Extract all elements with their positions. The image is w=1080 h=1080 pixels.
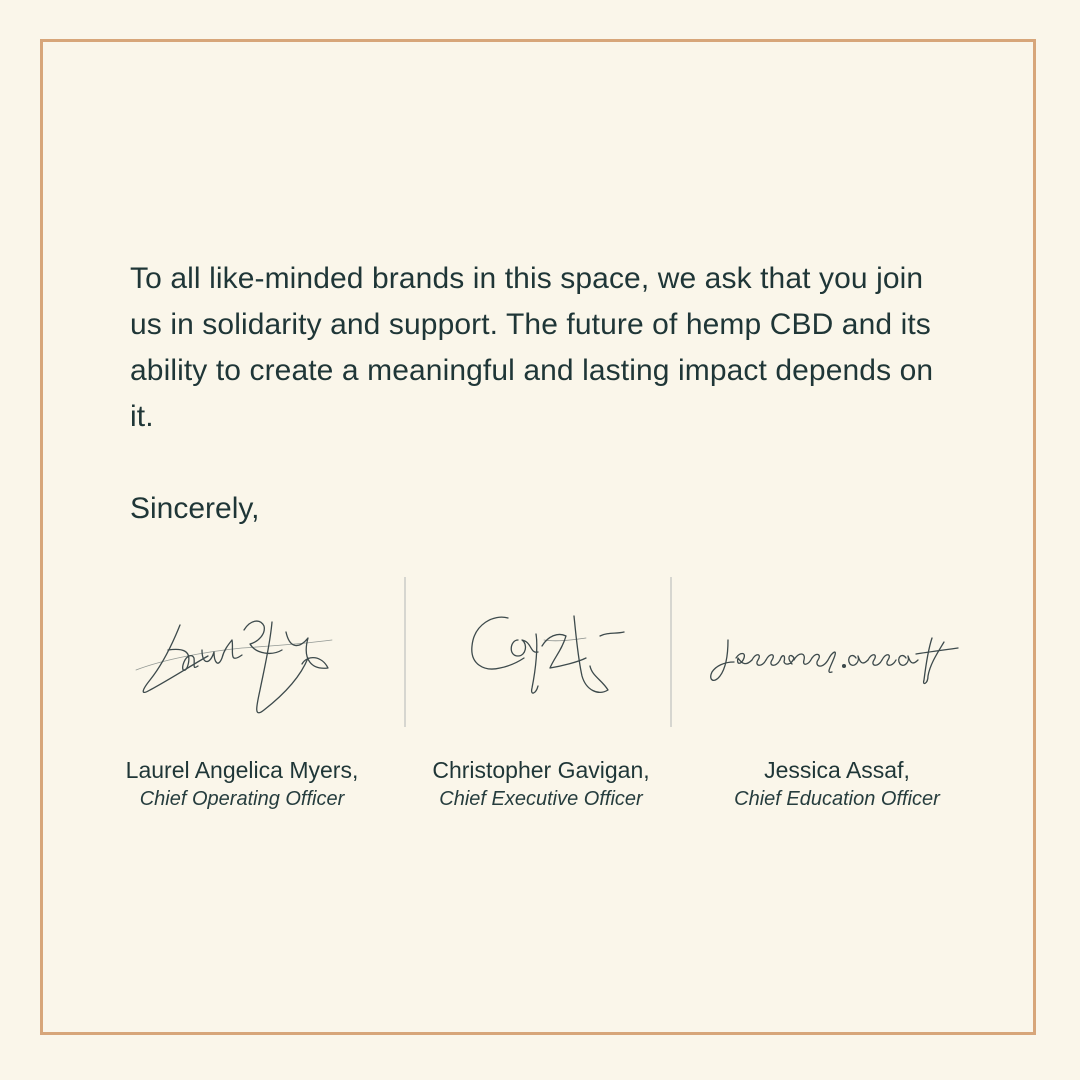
signer-jessica-assaf [677, 755, 997, 813]
signature-divider [404, 577, 406, 727]
letter-frame [40, 39, 1036, 1035]
signer-name: Christopher Gavigan, [432, 757, 650, 783]
signature-jessica-assaf [706, 628, 962, 690]
signer-name: Jessica Assaf, [764, 757, 910, 783]
letter-closing: Sincerely, [130, 492, 260, 525]
signature-laurel-myers [132, 610, 342, 730]
signer-christopher-gavigan [381, 755, 701, 813]
signer-title: Chief Executive Officer [439, 788, 643, 810]
signer-name: Laurel Angelica Myers, [125, 757, 359, 783]
signature-divider [670, 577, 672, 727]
signer-laurel-myers [82, 755, 402, 813]
signer-title: Chief Operating Officer [139, 788, 345, 810]
signer-title: Chief Education Officer [734, 788, 940, 810]
signature-christopher-gavigan [466, 606, 636, 706]
letter-body: To all like-minded brands in this space, we ask that you join us in solidarity and support. The future of hemp CBD and its ability to create a meaningful and lasting impact depends on it. [130, 262, 934, 433]
